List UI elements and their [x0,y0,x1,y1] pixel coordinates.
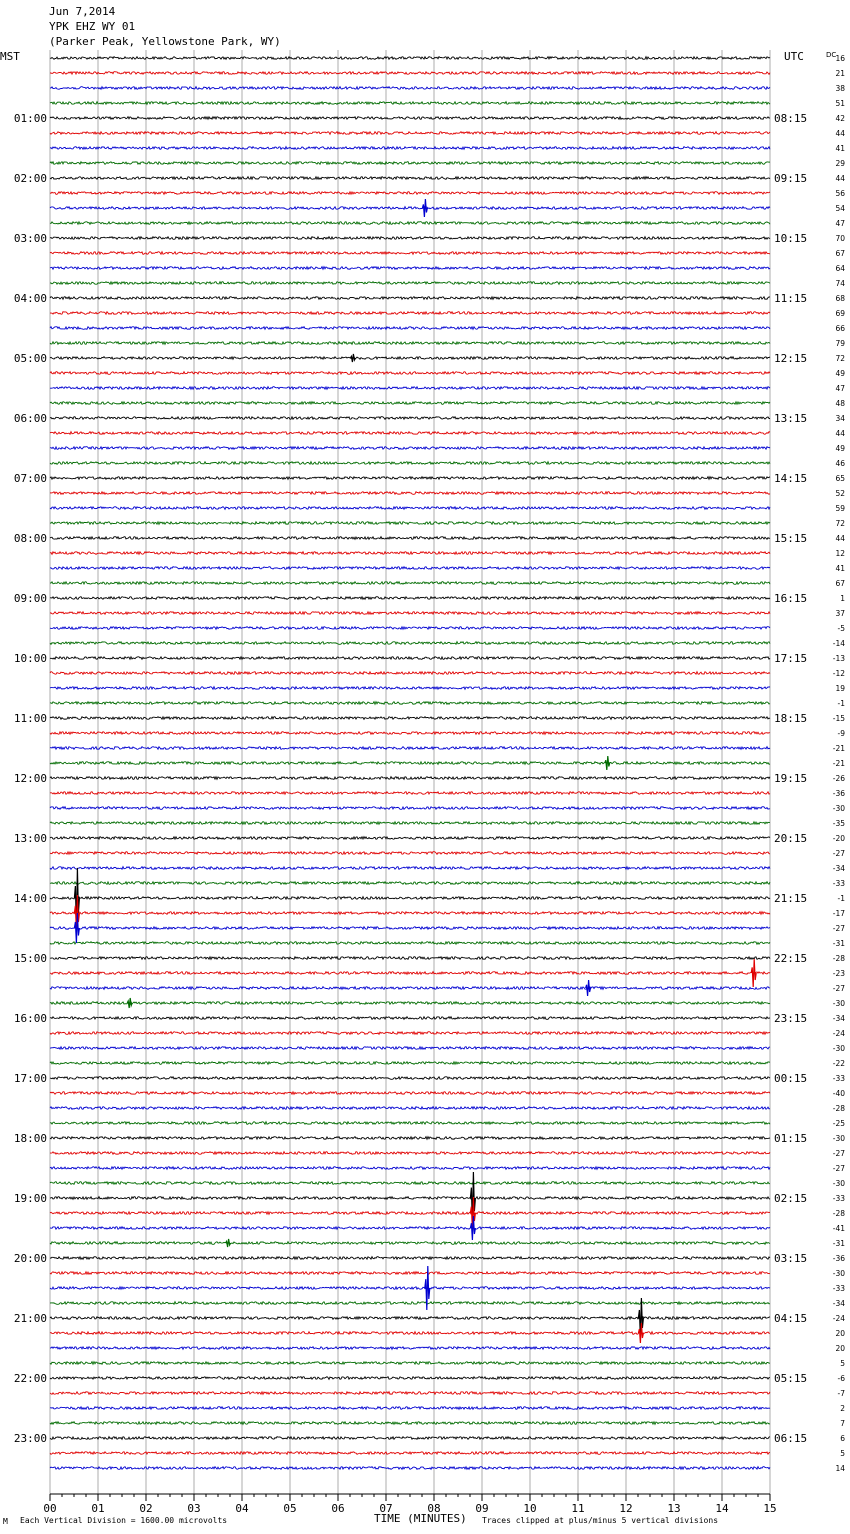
x-tick-label: 12 [619,1502,633,1515]
trace-row [50,1137,770,1140]
x-tick-label: 15 [763,1502,777,1515]
x-tick-label: 08 [427,1502,441,1515]
x-axis-title: TIME (MINUTES) [374,1512,467,1525]
dc-offset-value: 67 [835,249,845,258]
event-spike [350,354,355,362]
trace-row [50,687,770,690]
trace-row [50,852,770,855]
trace-row [50,1422,770,1425]
trace-row [50,417,770,420]
dc-offset-value: -6 [837,1374,845,1383]
trace-row [50,1332,770,1335]
right-hour-label: 04:15 [774,1312,808,1325]
trace-row [50,672,770,675]
trace-row [50,492,770,495]
trace-row [50,162,770,165]
left-hour-label: 07:00 [13,472,47,485]
dc-offset-value: -25 [832,1119,845,1128]
right-hour-label: 12:15 [774,352,808,365]
dc-offset-value: 19 [835,684,845,693]
x-tick-label: 11 [571,1502,585,1515]
dc-offset-value: 5 [840,1359,845,1368]
event-spike [226,1239,231,1247]
x-tick-label: 05 [283,1502,297,1515]
dc-offset-value: -20 [832,834,845,843]
dc-offset-value: 37 [835,609,845,618]
dc-offset-value: -33 [832,1284,845,1293]
dc-offset-value: -34 [832,1014,845,1023]
dc-offset-value: -24 [832,1314,845,1323]
right-hour-label: 02:15 [774,1192,808,1205]
dc-offset-value: -41 [832,1224,845,1233]
dc-offset-value: -33 [832,1194,845,1203]
trace-row [50,432,770,435]
trace-row [50,1302,770,1305]
dc-offset-value: 44 [835,129,845,138]
left-hour-label: 14:00 [13,892,47,905]
right-hour-label: 17:15 [774,652,808,665]
trace-row [50,312,770,315]
dc-offset-value: 21 [835,69,845,78]
x-tick-label: 00 [43,1502,57,1515]
trace-row [50,537,770,540]
left-hour-label: 17:00 [13,1072,47,1085]
trace-row [50,612,770,615]
left-hour-label: 12:00 [13,772,47,785]
dc-offset-value: -31 [832,939,845,948]
right-hour-label: 11:15 [774,292,808,305]
dc-offset-value: 68 [835,294,845,303]
dc-offset-value: 69 [835,309,845,318]
right-hour-labels [774,112,807,1445]
dc-offset-value: 46 [835,459,845,468]
trace-row [50,957,770,960]
right-hour-label: 14:15 [774,472,808,485]
left-hour-label: 10:00 [13,652,47,665]
dc-offset-value: -36 [832,789,845,798]
trace-row [50,552,770,555]
trace-row [50,1077,770,1080]
dc-offset-value: 52 [835,489,845,498]
dc-offset-value: 34 [835,414,845,423]
trace-row [50,762,770,765]
trace-row [50,732,770,735]
left-hour-label: 08:00 [13,532,47,545]
dc-offset-value: 74 [835,279,845,288]
dc-offset-value: 38 [835,84,845,93]
record-date: Jun 7,2014 [49,5,116,18]
x-tick-label: 14 [715,1502,729,1515]
dc-offset-value: 44 [835,429,845,438]
left-hour-label: 15:00 [13,952,47,965]
dc-offset-value: -12 [832,669,845,678]
trace-row [50,822,770,825]
dc-offset-value: 12 [835,549,845,558]
dc-offset-value: -30 [832,999,845,1008]
dc-offset-value: 6 [840,1434,845,1443]
dc-offset-value: -31 [832,1239,845,1248]
trace-row [50,867,770,870]
x-tick-label: 13 [667,1502,681,1515]
trace-row [50,1362,770,1365]
trace-row [50,1212,770,1215]
right-hour-label: 06:15 [774,1432,808,1445]
dc-offset-value: -30 [832,1179,845,1188]
x-tick-label: 09 [475,1502,489,1515]
left-hour-label: 01:00 [13,112,47,125]
trace-row [50,777,770,780]
dc-offset-value: 20 [835,1344,845,1353]
trace-row [50,702,770,705]
footer-mark: M [3,1517,8,1526]
right-hour-label: 22:15 [774,952,808,965]
left-hour-label: 03:00 [13,232,47,245]
dc-offset-value: -27 [832,984,845,993]
trace-row [50,132,770,135]
dc-offset-value: -34 [832,1299,845,1308]
dc-offset-value: -33 [832,1074,845,1083]
dc-offset-value: 29 [835,159,845,168]
trace-row [50,1017,770,1020]
dc-offset-value: 66 [835,324,845,333]
trace-row [50,462,770,465]
dc-offset-value: 7 [840,1419,845,1428]
dc-offset-value: -7 [837,1389,845,1398]
dc-offset-value: 16 [835,54,845,63]
trace-row [50,807,770,810]
dc-offset-value: 49 [835,369,845,378]
trace-row [50,1437,770,1440]
dc-offset-value: -27 [832,924,845,933]
trace-row [50,1092,770,1095]
trace-row [50,792,770,795]
trace-row [50,1467,770,1470]
event-spike [586,980,591,996]
event-spike [751,959,756,987]
trace-row [50,642,770,645]
dc-offset-value: 59 [835,504,845,513]
dc-offset-value: -28 [832,954,845,963]
trace-row [50,507,770,510]
dc-offset-value: -1 [837,894,845,903]
right-hour-label: 10:15 [774,232,808,245]
left-hour-label: 13:00 [13,832,47,845]
trace-row [50,927,770,930]
left-timezone-label: MST [0,50,20,63]
trace-row [50,897,770,900]
trace-row [50,987,770,990]
trace-row [50,177,770,180]
dc-offset-value: -21 [832,759,845,768]
trace-row [50,387,770,390]
trace-row [50,192,770,195]
dc-offset-value: 47 [835,219,845,228]
right-hour-label: 09:15 [774,172,808,185]
dc-offset-value: -17 [832,909,845,918]
right-hour-label: 08:15 [774,112,808,125]
event-spike [605,756,610,770]
trace-row [50,1167,770,1170]
right-hour-label: 19:15 [774,772,808,785]
left-hour-label: 05:00 [13,352,47,365]
x-tick-label: 10 [523,1502,537,1515]
dc-offset-value: -1 [837,699,845,708]
scale-note: Each Vertical Division = 1600.00 microvolts [20,1516,228,1525]
trace-row [50,87,770,90]
left-hour-label: 06:00 [13,412,47,425]
dc-offset-value: 56 [835,189,845,198]
traces [50,57,770,1470]
dc-offset-value: 48 [835,399,845,408]
dc-offset-value: -34 [832,864,845,873]
dc-offset-value: -33 [832,879,845,888]
dc-offset-value: 72 [835,354,845,363]
trace-row [50,1242,770,1245]
dc-offset-value: -30 [832,1134,845,1143]
dc-offset-value: -30 [832,804,845,813]
left-hour-label: 04:00 [13,292,47,305]
trace-row [50,1152,770,1155]
right-hour-label: 23:15 [774,1012,808,1025]
dc-offset-value: -28 [832,1104,845,1113]
event-spike [127,998,132,1008]
right-hour-label: 03:15 [774,1252,808,1265]
trace-row [50,1287,770,1290]
trace-row [50,1272,770,1275]
trace-row [50,582,770,585]
dc-offset-value: -23 [832,969,845,978]
left-hour-label: 18:00 [13,1132,47,1145]
right-hour-label: 05:15 [774,1372,808,1385]
trace-row [50,1377,770,1380]
trace-row [50,297,770,300]
trace-row [50,357,770,360]
trace-row [50,72,770,75]
trace-row [50,1317,770,1320]
left-hour-label: 11:00 [13,712,47,725]
trace-row [50,147,770,150]
trace-row [50,522,770,525]
trace-row [50,477,770,480]
trace-row [50,1197,770,1200]
trace-row [50,1047,770,1050]
right-timezone-label: UTC [784,50,804,63]
trace-row [50,1347,770,1350]
left-hour-label: 16:00 [13,1012,47,1025]
x-tick-label: 04 [235,1502,249,1515]
right-hour-label: 15:15 [774,532,808,545]
left-hour-labels [14,112,47,1445]
dc-offset-value: 70 [835,234,845,243]
trace-row [50,222,770,225]
right-hour-label: 20:15 [774,832,808,845]
trace-row [50,402,770,405]
dc-offset-value: -14 [832,639,845,648]
dc-offset-value: 49 [835,444,845,453]
dc-offset-value: -40 [832,1089,845,1098]
dc-offset-value: 54 [835,204,845,213]
dc-offset-value: 42 [835,114,845,123]
trace-row [50,1062,770,1065]
trace-row [50,972,770,975]
trace-row [50,657,770,660]
trace-row [50,627,770,630]
right-hour-label: 13:15 [774,412,808,425]
trace-row [50,207,770,210]
x-tick-label: 07 [379,1502,393,1515]
trace-row [50,1227,770,1230]
trace-row [50,327,770,330]
clip-note: Traces clipped at plus/minus 5 vertical divisions [482,1516,719,1525]
dc-offset-value: -35 [832,819,845,828]
trace-row [50,1257,770,1260]
dc-offset-value: -28 [832,1209,845,1218]
right-hour-label: 21:15 [774,892,808,905]
trace-row [50,282,770,285]
dc-offset-value: -5 [837,624,845,633]
x-tick-label: 06 [331,1502,345,1515]
event-spike [422,199,427,217]
left-hour-label: 02:00 [13,172,47,185]
dc-offset-value: 20 [835,1329,845,1338]
dc-offset-value: -36 [832,1254,845,1263]
dc-offset-value: -27 [832,1149,845,1158]
left-hour-label: 21:00 [13,1312,47,1325]
right-hour-label: 00:15 [774,1072,808,1085]
dc-offset-value: 44 [835,534,845,543]
trace-row [50,1392,770,1395]
trace-row [50,372,770,375]
dc-offset-value: -15 [832,714,845,723]
trace-row [50,747,770,750]
dc-offset-value: 41 [835,144,845,153]
dc-offset-value: -27 [832,849,845,858]
right-hour-label: 01:15 [774,1132,808,1145]
trace-row [50,1182,770,1185]
station-location: (Parker Peak, Yellowstone Park, WY) [49,35,281,48]
trace-row [50,942,770,945]
trace-row [50,1122,770,1125]
right-hour-label: 18:15 [774,712,808,725]
dc-offset-value: -30 [832,1044,845,1053]
trace-row [50,567,770,570]
trace-row [50,102,770,105]
dc-offset-value: -26 [832,774,845,783]
left-hour-label: 09:00 [13,592,47,605]
dc-offset-value: -21 [832,744,845,753]
left-hour-label: 23:00 [13,1432,47,1445]
dc-column-label: DC [826,51,837,59]
x-tick-label: 01 [91,1502,105,1515]
trace-row [50,237,770,240]
trace-row [50,252,770,255]
dc-offset-value: 79 [835,339,845,348]
left-hour-label: 22:00 [13,1372,47,1385]
x-tick-label: 02 [139,1502,153,1515]
dc-offset-value: -9 [837,729,845,738]
dc-offset-value: -13 [832,654,845,663]
dc-offset-value: 44 [835,174,845,183]
dc-offset-value: -27 [832,1164,845,1173]
dc-offset-value: 51 [835,99,845,108]
vertical-grid [50,50,770,1494]
trace-row [50,882,770,885]
dc-offset-value: 65 [835,474,845,483]
dc-offset-value: 2 [840,1404,845,1413]
dc-offset-value: 64 [835,264,845,273]
trace-row [50,57,770,60]
dc-offset-value: 14 [835,1464,845,1473]
trace-row [50,597,770,600]
dc-offset-value: -22 [832,1059,845,1068]
trace-row [50,717,770,720]
dc-offset-value: 72 [835,519,845,528]
trace-row [50,342,770,345]
trace-row [50,447,770,450]
dc-offset-value: 47 [835,384,845,393]
dc-offset-value: 5 [840,1449,845,1458]
dc-offset-value: -24 [832,1029,845,1038]
station-code: YPK EHZ WY 01 [49,20,136,33]
trace-row [50,912,770,915]
right-hour-label: 16:15 [774,592,808,605]
left-hour-label: 19:00 [13,1192,47,1205]
trace-row [50,1107,770,1110]
trace-row [50,1002,770,1005]
x-tick-label: 03 [187,1502,201,1515]
dc-offset-labels [833,54,845,1473]
trace-row [50,1452,770,1455]
left-hour-label: 20:00 [13,1252,47,1265]
dc-offset-value: 1 [840,594,845,603]
dc-offset-value: 41 [835,564,845,573]
trace-row [50,1032,770,1035]
trace-row [50,1407,770,1410]
dc-offset-value: -30 [832,1269,845,1278]
trace-row [50,267,770,270]
trace-row [50,117,770,120]
dc-offset-value: 67 [835,579,845,588]
trace-row [50,837,770,840]
